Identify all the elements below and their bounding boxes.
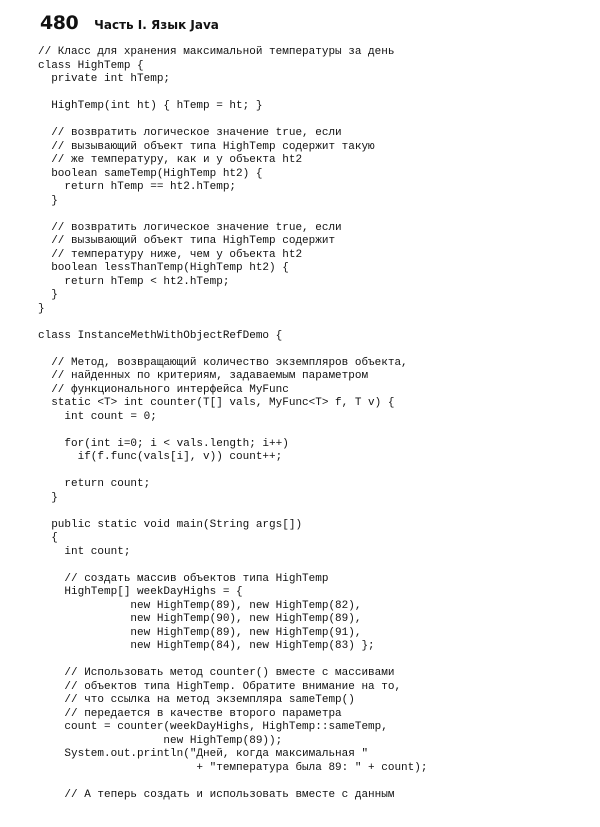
code-line: // вызывающий объект типа HighTemp содержит такую: [38, 140, 375, 153]
code-line: [38, 559, 568, 573]
code-line: // Использовать метод counter() вместе с массивами: [38, 667, 395, 679]
code-line: // Метод, возвращающий количество экземпляров объекта,: [38, 356, 408, 369]
code-line: // объектов типа HighTemp. Обратите внимание на то,: [38, 680, 402, 693]
code-line: new HighTemp(89), new HighTemp(91),: [38, 626, 362, 639]
code-line: // температуру ниже, чем у объекта ht2: [38, 248, 303, 261]
code-line: boolean lessThanTemp(HighTemp ht2) {: [38, 262, 289, 274]
code-line: // найденных по критериям, задаваемым параметром: [38, 370, 369, 382]
code-line: [38, 316, 568, 330]
code-line: // функционального интерфейса MyFunc: [38, 383, 289, 396]
code-line: class InstanceMethWithObjectRefDemo {: [38, 329, 283, 342]
code-line: }: [38, 302, 45, 315]
code-line: boolean sameTemp(HighTemp ht2) {: [38, 167, 263, 180]
code-line: HighTemp[] weekDayHighs = {: [38, 586, 243, 598]
code-line: [38, 654, 568, 668]
code-line: class HighTemp {: [38, 59, 144, 72]
code-line: return hTemp < ht2.hTemp;: [38, 275, 230, 288]
code-line: new HighTemp(89));: [38, 734, 283, 747]
code-line: // что ссылка на метод экземпляра sameTemp(): [38, 694, 355, 706]
code-line: }: [38, 289, 58, 301]
code-line: [38, 208, 568, 222]
code-line: new HighTemp(90), new HighTemp(89),: [38, 613, 362, 625]
code-line: // передается в качестве второго параметра: [38, 707, 342, 720]
code-line: + "температура была 89: " + count);: [38, 761, 428, 774]
code-line: [38, 343, 568, 357]
code-line: if(f.func(vals[i], v)) count++;: [38, 451, 283, 463]
code-line: }: [38, 194, 58, 207]
code-line: private int hTemp;: [38, 73, 171, 85]
code-line: count = counter(weekDayHighs, HighTemp::sameTemp,: [38, 721, 388, 733]
code-line: // же температуру, как и у объекта ht2: [38, 154, 303, 166]
code-line: int count;: [38, 545, 131, 558]
code-line: new HighTemp(89), new HighTemp(82),: [38, 599, 362, 612]
code-line: [38, 465, 568, 479]
code-line: public static void main(String args[]): [38, 518, 303, 531]
code-listing: [38, 46, 568, 802]
code-line: [38, 87, 568, 101]
page-header: [40, 12, 560, 36]
code-line: // вызывающий объект типа HighTemp содержит: [38, 235, 336, 247]
code-line: }: [38, 491, 58, 504]
code-line: {: [38, 532, 58, 544]
code-line: [38, 505, 568, 519]
code-line: return count;: [38, 478, 151, 490]
code-line: [38, 424, 568, 438]
code-line: static <T> int counter(T[] vals, MyFunc<T> f, T v) {: [38, 397, 395, 409]
running-head: Часть I. Язык Java: [94, 18, 219, 32]
code-line: // возвратить логическое значение true, если: [38, 221, 342, 234]
code-line: System.out.println("Дней, когда максимальная ": [38, 748, 369, 760]
code-line: [38, 114, 568, 128]
code-line: // Класс для хранения максимальной температуры за день: [38, 46, 395, 58]
code-line: return hTemp == ht2.hTemp;: [38, 181, 237, 193]
code-line: new HighTemp(84), new HighTemp(83) };: [38, 640, 375, 652]
page-number: 480: [40, 12, 79, 34]
code-line: int count = 0;: [38, 410, 157, 423]
code-line: // создать массив объектов типа HighTemp: [38, 572, 329, 585]
code-line: // возвратить логическое значение true, если: [38, 127, 342, 139]
code-line: // А теперь создать и использовать вместе с данным: [38, 788, 395, 801]
code-line: HighTemp(int ht) { hTemp = ht; }: [38, 100, 263, 112]
code-line: [38, 775, 568, 789]
code-line: for(int i=0; i < vals.length; i++): [38, 437, 289, 450]
